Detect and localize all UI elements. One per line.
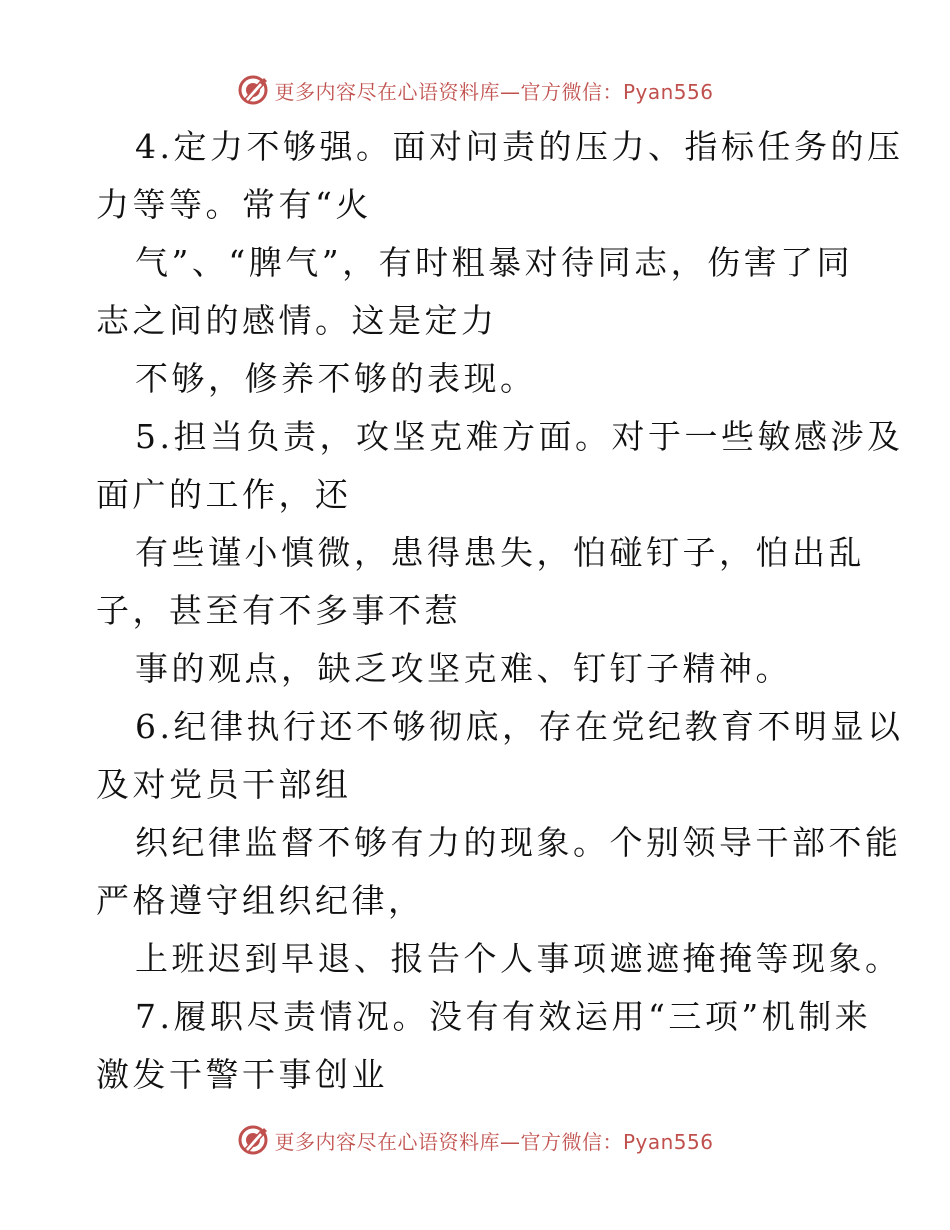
pen-logo-icon <box>236 1123 270 1157</box>
paragraph-6-line-1: 6.纪律执行还不够彻底，存在党纪教育不明显以 <box>135 707 904 746</box>
paragraph-4-line-5: 不够，修养不够的表现。 <box>135 359 537 398</box>
paragraph-6-line-3: 织纪律监督不够有力的现象。个别领导干部不能 <box>135 823 902 862</box>
paragraph-7-line-2: 激发干警干事创业 <box>96 1055 388 1094</box>
paragraph-5-line-5: 事的观点，缺乏攻坚克难、钉钉子精神。 <box>135 649 792 688</box>
paragraph-6-line-4: 严格遵守组织纪律， <box>96 881 425 920</box>
header-banner-text: 更多内容尽在心语资料库—官方微信：Pyan556 <box>274 79 714 104</box>
paragraph-7-line-1: 7.履职尽责情况。没有有效运用“三项”机制来 <box>135 997 872 1036</box>
paragraph-4-line-1: 4.定力不够强。面对问责的压力、指标任务的压 <box>135 127 904 166</box>
document-body <box>96 118 904 1104</box>
paragraph-5-line-3: 有些谨小慎微，患得患失，怕碰钉子，怕出乱 <box>135 533 865 572</box>
paragraph-6-line-5: 上班迟到早退、报告个人事项遮遮掩掩等现象。 <box>135 939 902 978</box>
paragraph-4-line-2: 力等等。常有“火 <box>96 185 372 224</box>
paragraph-4-line-4: 志之间的感情。这是定力 <box>96 301 498 340</box>
footer-banner-content <box>236 1123 713 1157</box>
header-banner <box>0 70 950 110</box>
footer-banner-text: 更多内容尽在心语资料库—官方微信：Pyan556 <box>274 1129 714 1154</box>
paragraph-5-line-4: 子，甚至有不多事不惹 <box>96 591 461 630</box>
paragraph-5-line-2: 面广的工作，还 <box>96 475 352 514</box>
header-banner-content <box>236 73 713 107</box>
footer-banner <box>0 1120 950 1160</box>
paragraph-5-line-1: 5.担当负责，攻坚克难方面。对于一些敏感涉及 <box>135 417 904 456</box>
paragraph-4-line-3: 气”、“脾气”，有时粗暴对待同志，伤害了同 <box>135 243 854 282</box>
paragraph-6-line-2: 及对党员干部组 <box>96 765 352 804</box>
pen-logo-icon <box>236 73 270 107</box>
